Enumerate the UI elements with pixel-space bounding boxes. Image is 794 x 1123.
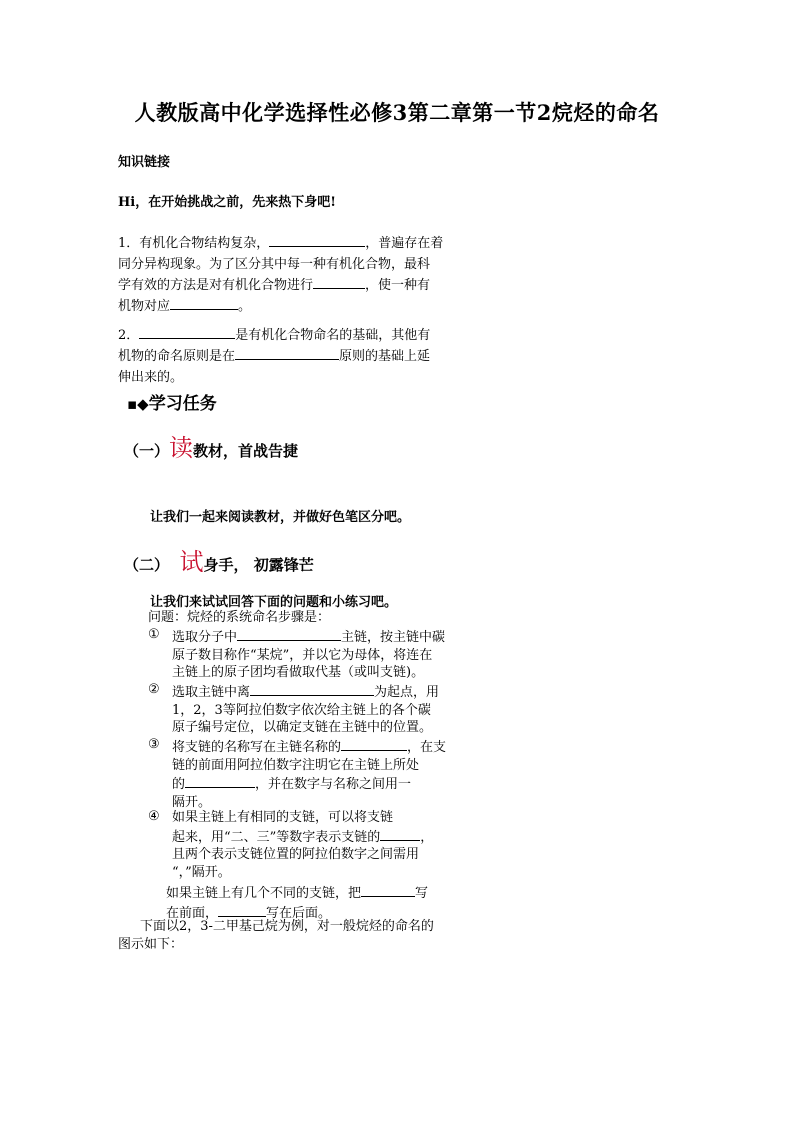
step-text: 链的前面用阿拉伯数字注明它在主链上所处 [172,757,420,773]
step-1-blank[interactable] [237,627,341,641]
q1-text: 。 [238,299,252,314]
page-title: 人教版高中化学选择性必修3第二章第一节2烷烃的命名 [134,100,660,125]
q1-text: 学有效的方法是对有机化合物进行 [118,278,314,293]
q1-blank-3[interactable] [170,296,238,310]
q1-text: 机物对应 [118,299,171,314]
step-3 [172,737,462,811]
step-text: 主链上的原子团均看做取代基（或叫支链)。 [172,665,425,680]
q1-blank-1[interactable] [269,233,365,247]
step-3-blank-2[interactable] [185,774,255,788]
step-text: 1，2，3等阿拉伯数字依次给主链上的各个碳 [172,702,431,718]
part-1-description: 让我们一起来阅读教材，并做好色笔区分吧。 [150,510,411,525]
step-text: ， [420,829,434,845]
task-heading-text: 学习任务 [148,394,217,414]
step-2-number: ② [148,682,160,697]
part-2-heading [124,542,314,577]
part-2-title: 身手， 初露锋芒 [203,556,314,574]
part-2-number: （二） [124,556,170,574]
closing-paragraph [118,918,463,953]
part-1-title: 教材，首战告捷 [193,442,299,460]
q1-text: ，普遍存在着 [365,236,444,251]
step-text: 在前面， [166,905,219,921]
task-heading [127,389,217,414]
step-text: 写 [415,886,429,901]
warmup-line: Hi，在开始挑战之前，先来热下身吧! [118,195,336,210]
question-2 [118,325,458,388]
q2-text: 机物的命名原则是在 [118,349,236,364]
step-text: 为起点，用 [374,685,440,700]
q2-text: 原则的基础上延 [339,349,431,364]
step-2 [172,682,462,737]
q1-text: ，使一种有 [365,278,431,293]
part-2-big-char: 试 [179,548,204,576]
part-1-heading [124,428,298,463]
step-4-continued [166,883,466,922]
step-text: 且两个表示支链位置的阿拉伯数字之间需用 [172,847,420,862]
diamond-bullet-icon: ▪◆ [127,395,149,413]
step-text: 原子编号定位，以确定支链在主链中的位置。 [172,720,433,735]
step-3-number: ③ [148,737,160,752]
q2-blank-2[interactable] [235,346,339,360]
step-text: 选取主链中离 [172,685,251,700]
step-text: 写在后面。 [266,905,332,921]
part-1-big-char: 读 [169,434,194,462]
step-text: 主链，按主链中碳 [341,630,446,645]
part-1-number: （一） [124,442,170,460]
step-text: “，”隔开。 [172,864,231,880]
q2-text: 2． [118,328,140,343]
q2-text: 伸出来的。 [118,370,184,385]
step-1-number: ① [148,627,160,642]
step-4-blank-3[interactable] [218,903,266,917]
question-1 [118,233,458,317]
closing-text: 下面以2，3-二甲基己烷为例，对一般烷烃的命名的 [140,919,434,934]
q1-text: 同分异构现象。为了区分其中每一种有机化合物，最科 [118,257,431,272]
step-text: 起来，用“二、三”等数字表示支链的 [172,829,381,845]
question-intro: 问题：烷烃的系统命名步骤是： [148,610,331,625]
section-knowledge-link: 知识链接 [118,155,171,170]
step-text: 将支链的名称写在主链名称的 [172,740,342,755]
q2-text: 是有机化合物命名的基础，其他有 [235,328,431,343]
step-text: 如果主链上有几个不同的支链，把 [166,886,362,901]
q1-text: 1．有机化合物结构复杂， [118,236,270,251]
step-text: ，在支 [407,740,447,755]
step-text: 如果主链上有相同的支链，可以将支链 [172,810,394,825]
step-3-blank-1[interactable] [341,737,407,751]
step-4 [172,809,462,881]
step-text: 的 [172,777,186,792]
q2-blank-1[interactable] [139,325,235,339]
step-1 [172,627,462,682]
step-text: 隔开。 [172,794,212,810]
step-text: 原子数目称作“某烷”，并以它为母体，将连在 [172,647,433,663]
closing-text: 图示如下： [118,936,184,952]
part-2-description: 让我们来试试回答下面的问题和小练习吧。 [150,595,398,610]
step-text: ，并在数字与名称之间用一 [255,777,412,792]
q1-blank-2[interactable] [313,275,365,289]
step-4-blank-2[interactable] [361,883,415,897]
step-4-blank-1[interactable] [380,827,420,841]
step-text: 选取分子中 [172,630,238,645]
step-4-number: ④ [148,809,160,824]
step-2-blank[interactable] [250,682,374,696]
